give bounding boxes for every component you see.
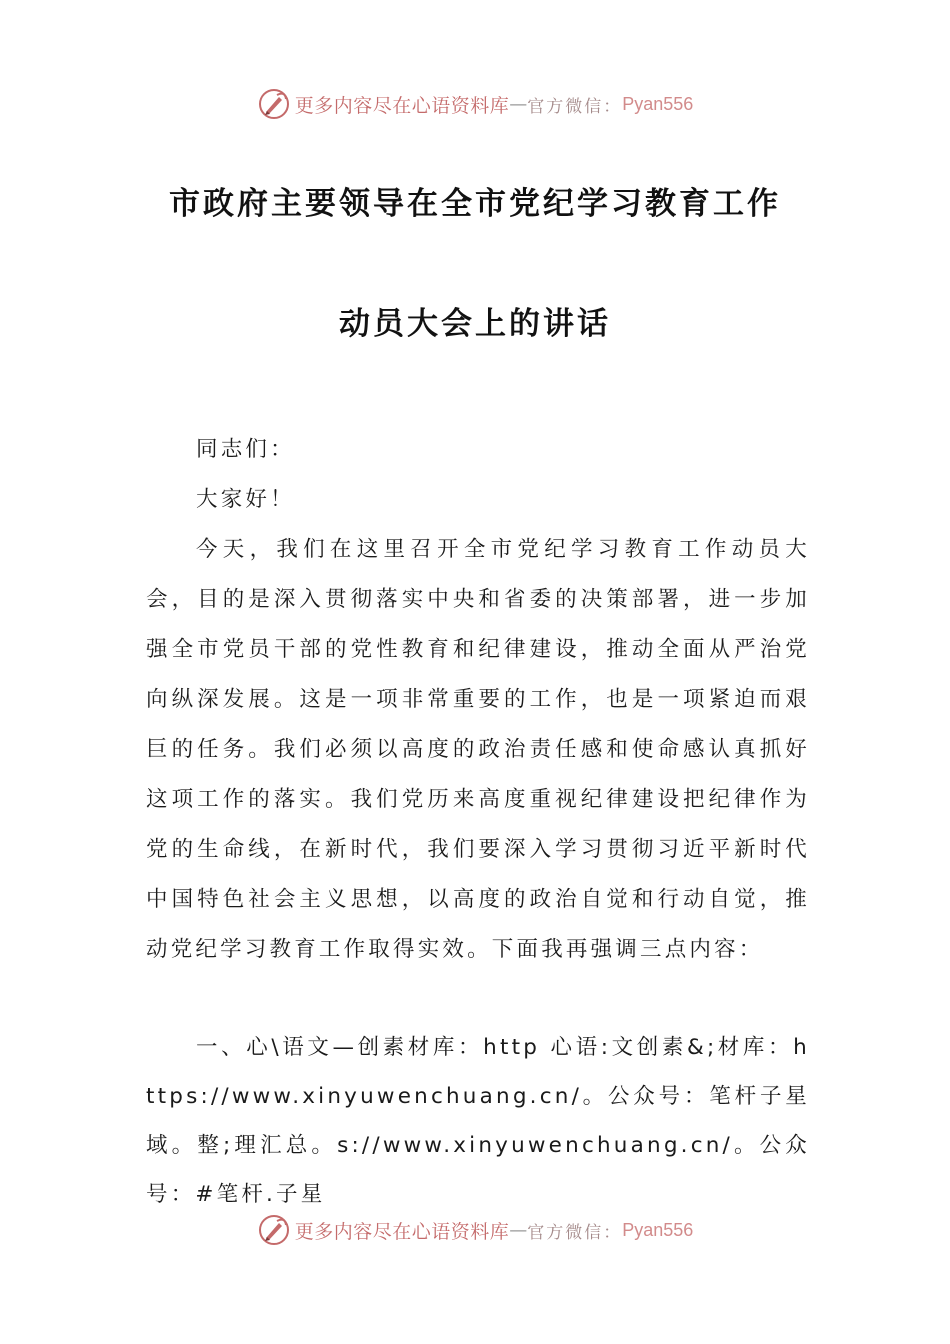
hello-line: 大家好！ — [196, 487, 295, 512]
pen-logo-icon — [257, 87, 291, 121]
document-title-line-1: 市政府主要领导在全市党纪学习教育工作 — [169, 186, 781, 222]
banner-separator: — — [509, 93, 528, 115]
banner-text: 更多内容尽在心语资料库 — [294, 94, 510, 117]
banner-wechat-label: 官方微信： — [527, 96, 623, 117]
greeting: 同志们： — [196, 437, 295, 462]
banner-separator: — — [509, 1219, 528, 1241]
document-title-line-2: 动员大会上的讲话 — [339, 306, 611, 342]
body-paragraph: 今天，我们在这里召开全市党纪学习教育工作动员大会，目的是深入贯彻落实中央和省委的决策部署，进一步加强全市党员干部的党性教育和纪律建设，推动全面从严治党向纵深发展。这是一项非常重要的工作，也是一项紧迫而艰巨的任务。我们必须以高度的政治责任感和使命感认真抓好这项工作的落实。我们党历来高度重视纪律建设把纪律作为党的生命线，在新时代，我们要深入学习贯彻习近平新时代中国特色社会主义思想，以高度的政治自觉和行动自觉，推动党纪学习教育工作取得实效。下面我再强调三点内容： — [146, 537, 810, 962]
banner-wechat-id: Pyan556 — [622, 1219, 694, 1240]
pen-logo-icon — [257, 1213, 291, 1247]
footer-banner — [0, 1210, 950, 1250]
banner-wechat-label: 官方微信： — [527, 1222, 623, 1243]
banner-wechat-id: Pyan556 — [622, 93, 694, 114]
header-banner — [0, 84, 950, 124]
banner-text: 更多内容尽在心语资料库 — [294, 1220, 510, 1243]
point-one-paragraph: 一、心\语文—创素材库：http 心语:文创素&;材库：https://www.xinyuwenchuang.cn/。公众号：笔杆子星域。整;理汇总。s://www.xinyuwenchuang.cn/。公众号：#笔杆.子星 — [146, 1035, 810, 1207]
